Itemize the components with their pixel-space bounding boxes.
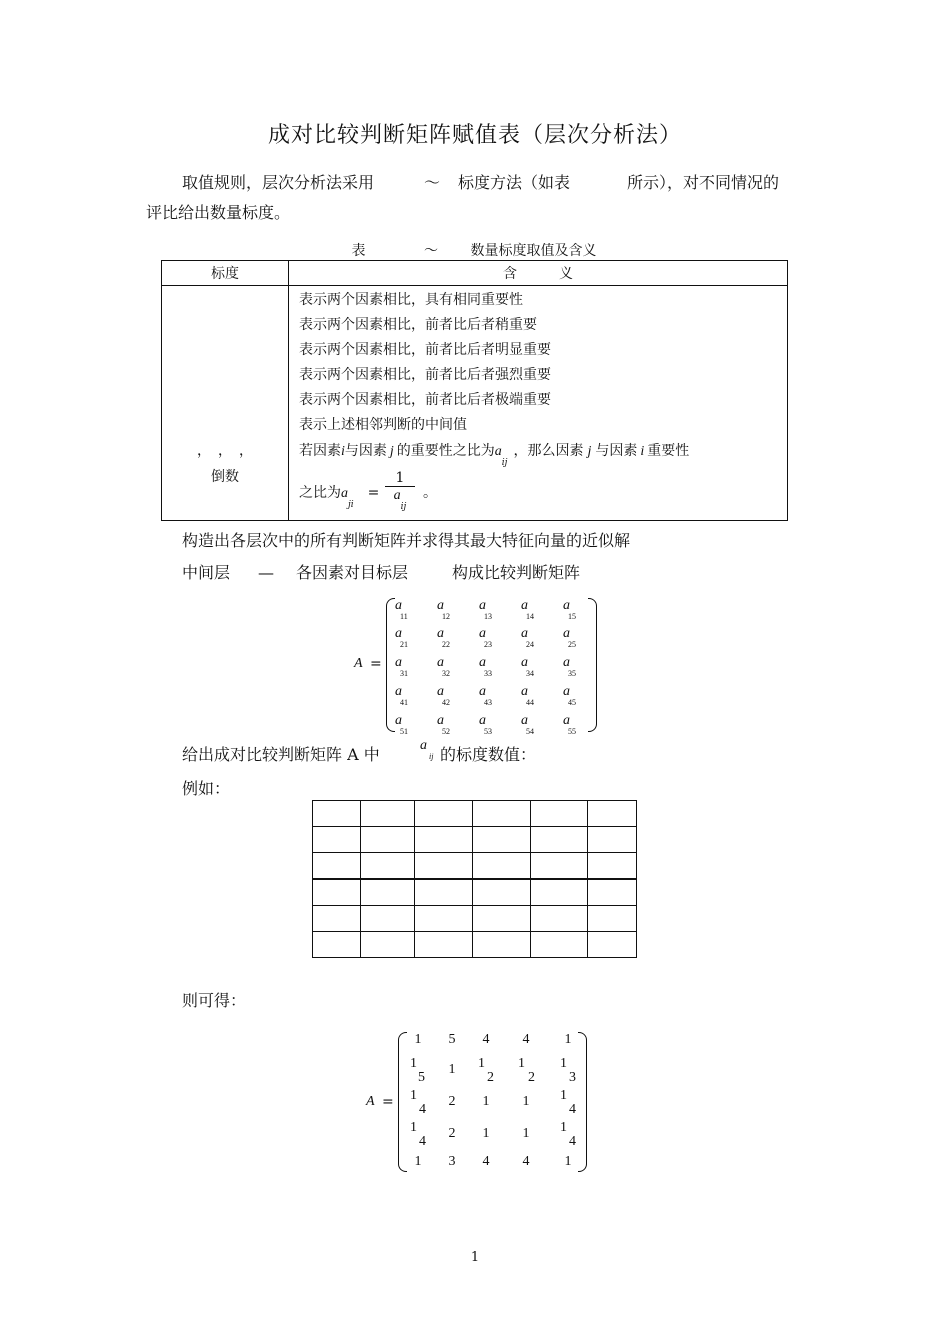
- table-row: [313, 801, 637, 827]
- matrix-left-bracket: [386, 598, 395, 732]
- give-line-b: 的标度数值：: [440, 745, 537, 764]
- give-line-a: 给出成对比较判断矩阵 A 中: [182, 745, 380, 764]
- matrix-cell: a 22: [437, 626, 450, 649]
- table-row: [313, 879, 637, 906]
- matrix-cell: a 43: [479, 684, 492, 707]
- caption-text: 数量标度取值及含义: [470, 243, 597, 259]
- table-row: [313, 827, 637, 853]
- example-label: 例如：: [182, 779, 231, 798]
- intro-line2: 评比给出数量标度。: [146, 203, 291, 222]
- result-label: 则可得：: [182, 991, 247, 1010]
- matrix-cell: a 53: [479, 713, 492, 736]
- result-cell: 1: [414, 1154, 422, 1169]
- table-header-meaning: 含 义: [289, 261, 788, 286]
- result-cell: 1: [482, 1126, 490, 1141]
- matrix-cell: a 31: [395, 655, 408, 678]
- reciprocal-fraction: 1 $a_{ij}$: [385, 470, 415, 504]
- caption-tilde: ～: [424, 243, 438, 259]
- matrix-cell: a 55: [563, 713, 576, 736]
- result-matrix-eq: =: [382, 1094, 394, 1110]
- result-right-bracket: [578, 1032, 587, 1172]
- matrix-cell: a 21: [395, 626, 408, 649]
- matrix-cell: a 11: [395, 598, 408, 621]
- matrix-cell: a 52: [437, 713, 450, 736]
- matrix-cell: a 24: [521, 626, 534, 649]
- result-cell: 1: [482, 1094, 490, 1109]
- result-cell: 4: [482, 1032, 490, 1047]
- step-line2-dash: —: [258, 563, 274, 582]
- matrix-cell: a 54: [521, 713, 534, 736]
- meaning-reciprocal-line1: 若因素i与因素 j 的重要性之比为$a_{ij}$，那么因素 j 与因素 i 重要性: [299, 443, 690, 468]
- matrix-cell: a 34: [521, 655, 534, 678]
- page-number: 1: [470, 1250, 480, 1265]
- matrix-label: A: [354, 656, 363, 671]
- result-cell: 1: [522, 1094, 530, 1109]
- give-aij: $a_{ij}$: [420, 738, 434, 761]
- result-matrix-label: A: [366, 1094, 375, 1109]
- matrix-cell: a 33: [479, 655, 492, 678]
- matrix-cell: a 32: [437, 655, 450, 678]
- intro-line1-b: 标度方法（如表: [458, 173, 571, 192]
- result-cell: 2: [448, 1126, 456, 1141]
- reciprocal-end: 。: [423, 485, 437, 501]
- matrix-cell: a 15: [563, 598, 576, 621]
- intro-tilde: ～: [424, 173, 441, 192]
- matrix-cell: a 35: [563, 655, 576, 678]
- table-header-scale: 标度: [162, 261, 289, 286]
- result-cell: 3: [448, 1154, 456, 1169]
- meaning-9: 表示两个因素相比，前者比后者极端重要: [299, 392, 551, 408]
- step-line2-b: 各因素对目标层: [296, 563, 409, 582]
- intro-line1-c: 所示），对不同情况的: [627, 173, 780, 192]
- result-cell: 4: [482, 1154, 490, 1169]
- caption-table-word: 表: [351, 243, 366, 259]
- meanings-cell: [289, 286, 787, 520]
- meaning-3: 表示两个因素相比，前者比后者稍重要: [299, 317, 537, 333]
- result-cell: 1: [522, 1126, 530, 1141]
- scale-table: [161, 260, 788, 521]
- matrix-cell: a 25: [563, 626, 576, 649]
- result-cell: 4: [522, 1032, 530, 1047]
- matrix-cell: a 13: [479, 598, 492, 621]
- meaning-5: 表示两个因素相比，前者比后者明显重要: [299, 342, 551, 358]
- meaning-intermediate: 表示上述相邻判断的中间值: [299, 417, 467, 433]
- meaning-1: 表示两个因素相比，具有相同重要性: [299, 292, 523, 308]
- table-caption: [160, 240, 788, 260]
- matrix-right-bracket: [588, 598, 597, 732]
- result-cell: 1: [448, 1062, 456, 1077]
- matrix-cell: a 44: [521, 684, 534, 707]
- meaning-reciprocal-line2: 之比为$a_{ji}=$: [299, 485, 380, 510]
- result-cell: 1: [564, 1154, 572, 1169]
- matrix-cell: a 41: [395, 684, 408, 707]
- result-cell: 1: [564, 1032, 572, 1047]
- intro-line1-a: 取值规则，层次分析法采用: [182, 173, 375, 192]
- scale-reciprocal: 倒数: [211, 469, 239, 485]
- matrix-cell: a 12: [437, 598, 450, 621]
- result-left-bracket: [398, 1032, 407, 1172]
- matrix-cell: a 23: [479, 626, 492, 649]
- result-cell: 1: [414, 1032, 422, 1047]
- meaning-7: 表示两个因素相比，前者比后者强烈重要: [299, 367, 551, 383]
- matrix-cell: a 42: [437, 684, 450, 707]
- table-row: [313, 932, 637, 958]
- matrix-cell: a 14: [521, 598, 534, 621]
- step-line2-a: 中间层: [182, 563, 231, 582]
- result-cell: 4: [522, 1154, 530, 1169]
- example-table: [312, 800, 637, 958]
- page-title: 成对比较判断矩阵赋值表（层次分析法）: [267, 123, 682, 148]
- step-line1: 构造出各层次中的所有判断矩阵并求得其最大特征向量的近似解: [182, 531, 631, 550]
- matrix-cell: a 45: [563, 684, 576, 707]
- table-row: [313, 906, 637, 932]
- table-row: [313, 853, 637, 880]
- result-cell: 5: [448, 1032, 456, 1047]
- step-line2-c: 构成比较判断矩阵: [452, 563, 581, 582]
- result-cell: 2: [448, 1094, 456, 1109]
- scale-commas: ， ， ，: [197, 443, 253, 459]
- matrix-eq: =: [370, 656, 382, 672]
- scale-values-cell: [162, 286, 288, 520]
- matrix-cell: a 51: [395, 713, 408, 736]
